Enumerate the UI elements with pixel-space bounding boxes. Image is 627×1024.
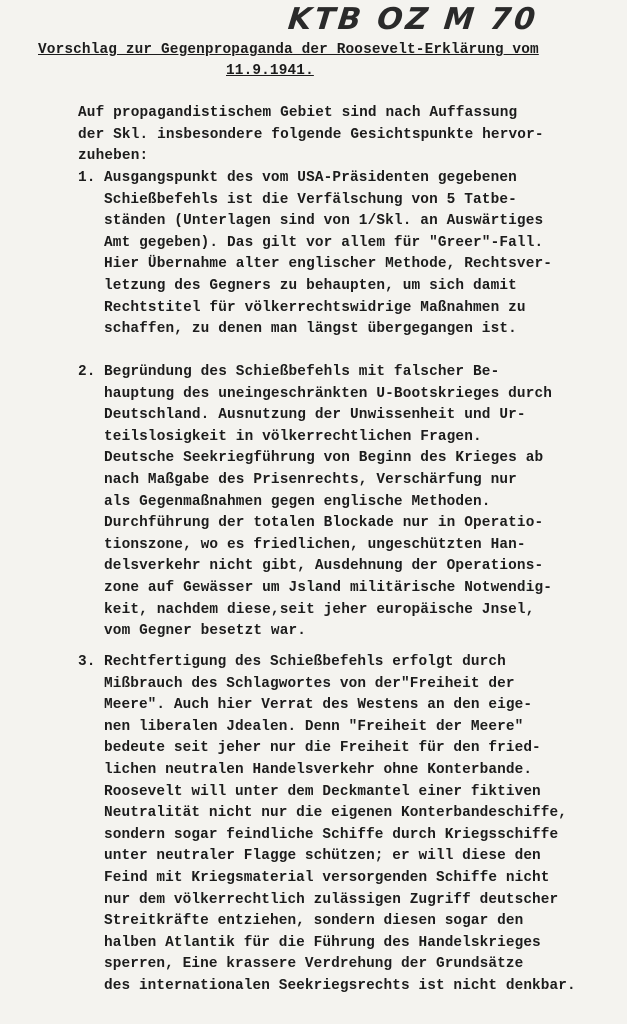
text-line: tionszone, wo es friedlichen, ungeschützten Han-	[104, 536, 526, 553]
text-line: hauptung des uneingeschränkten U-Bootskrieges durch	[104, 385, 553, 402]
text-line: Hier Übernahme alter englischer Methode, Rechtsver-	[104, 256, 553, 273]
text-line: nen liberalen Jdealen. Denn "Freiheit der Meere"	[104, 718, 524, 735]
point-body	[104, 168, 608, 341]
text-line: Feind mit Kriegsmaterial versorgenden Schiffe nicht	[104, 869, 550, 886]
text-line: nur dem völkerrechtlich zulässigen Zugriff deutscher	[104, 891, 559, 908]
intro-line: der Skl. insbesondere folgende Gesichtspunkte hervor-	[78, 126, 544, 143]
text-line: teilslosigkeit in völkerrechtlichen Fragen.	[104, 428, 482, 445]
text-line: Streitkräfte entziehen, sondern diesen sogar den	[104, 913, 524, 930]
text-line: Schießbefehls ist die Verfälschung von 5 Tatbe-	[104, 191, 517, 208]
point-body	[104, 652, 608, 998]
point-number: 2.	[78, 364, 96, 380]
text-line: schaffen, zu denen man längst übergegangen ist.	[104, 321, 517, 338]
text-line: sondern sogar feindliche Schiffe durch Kriegsschiffe	[104, 826, 559, 843]
point-number: 1.	[78, 170, 96, 186]
title-line-2: 11.9.1941.	[226, 63, 314, 79]
text-line: sperren, Eine krassere Verdrehung der Grundsätze	[104, 956, 524, 973]
point-body	[104, 362, 608, 643]
text-line: Begründung des Schießbefehls mit falscher Be-	[104, 364, 500, 380]
text-line: keit, nachdem diese,seit jeher europäische Jnsel,	[104, 601, 535, 618]
text-line: lichen neutralen Handelsverkehr ohne Konterbande.	[104, 761, 533, 778]
text-line: Amt gegeben). Das gilt vor allem für "Greer"-Fall.	[104, 234, 544, 251]
point-3	[78, 652, 608, 998]
title-line-1: Vorschlag zur Gegenpropaganda der Roosevelt-Erklärung vom	[38, 42, 539, 58]
text-line: unter neutraler Flagge schützen; er will diese den	[104, 848, 541, 865]
text-line: letzung des Gegners zu behaupten, um sich damit	[104, 277, 517, 294]
text-line: Neutralität nicht nur die eigenen Konterbandeschiffe,	[104, 805, 567, 822]
text-line: Deutsche Seekriegführung von Beginn des Krieges ab	[104, 450, 544, 467]
point-1	[78, 168, 608, 341]
text-line: Mißbrauch des Schlagwortes von der"Freiheit der	[104, 675, 515, 692]
intro-line: zuheben:	[78, 148, 149, 164]
text-line: Rechtfertigung des Schießbefehls erfolgt durch	[104, 654, 506, 670]
text-line: Roosevelt will unter dem Deckmantel einer fiktiven	[104, 783, 541, 800]
text-line: Deutschland. Ausnutzung der Unwissenheit und Ur-	[104, 407, 526, 424]
text-line: des internationalen Seekriegsrechts ist nicht denkbar.	[104, 977, 576, 994]
point-number: 3.	[78, 654, 96, 670]
intro-line: Auf propagandistischem Gebiet sind nach Auffassung	[78, 105, 518, 121]
intro-paragraph	[78, 103, 608, 168]
text-line: als Gegenmaßnahmen gegen englische Methoden.	[104, 493, 491, 510]
handwritten-annotation: KTB OZ M 70	[286, 2, 540, 37]
document-title	[38, 40, 608, 82]
text-line: Meere". Auch hier Verrat des Westens an den eige-	[104, 697, 533, 714]
text-line: ständen (Unterlagen sind von 1/Skl. an Auswärtiges	[104, 213, 544, 230]
text-line: vom Gegner besetzt war.	[104, 623, 307, 640]
point-2	[78, 362, 608, 643]
text-line: Rechtstitel für völkerrechtswidrige Maßnahmen zu	[104, 299, 526, 316]
text-line: delsverkehr nicht gibt, Ausdehnung der Operations-	[104, 558, 544, 575]
text-line: nach Maßgabe des Prisenrechts, Verschärfung nur	[104, 471, 517, 488]
text-line: Ausgangspunkt des vom USA-Präsidenten gegebenen	[104, 170, 517, 186]
text-line: Durchführung der totalen Blockade nur in Operatio-	[104, 515, 544, 532]
text-line: zone auf Gewässer um Jsland militärische Notwendig-	[104, 579, 553, 596]
text-line: halben Atlantik für die Führung des Handelskrieges	[104, 934, 541, 951]
text-line: bedeute seit jeher nur die Freiheit für den fried-	[104, 740, 541, 757]
